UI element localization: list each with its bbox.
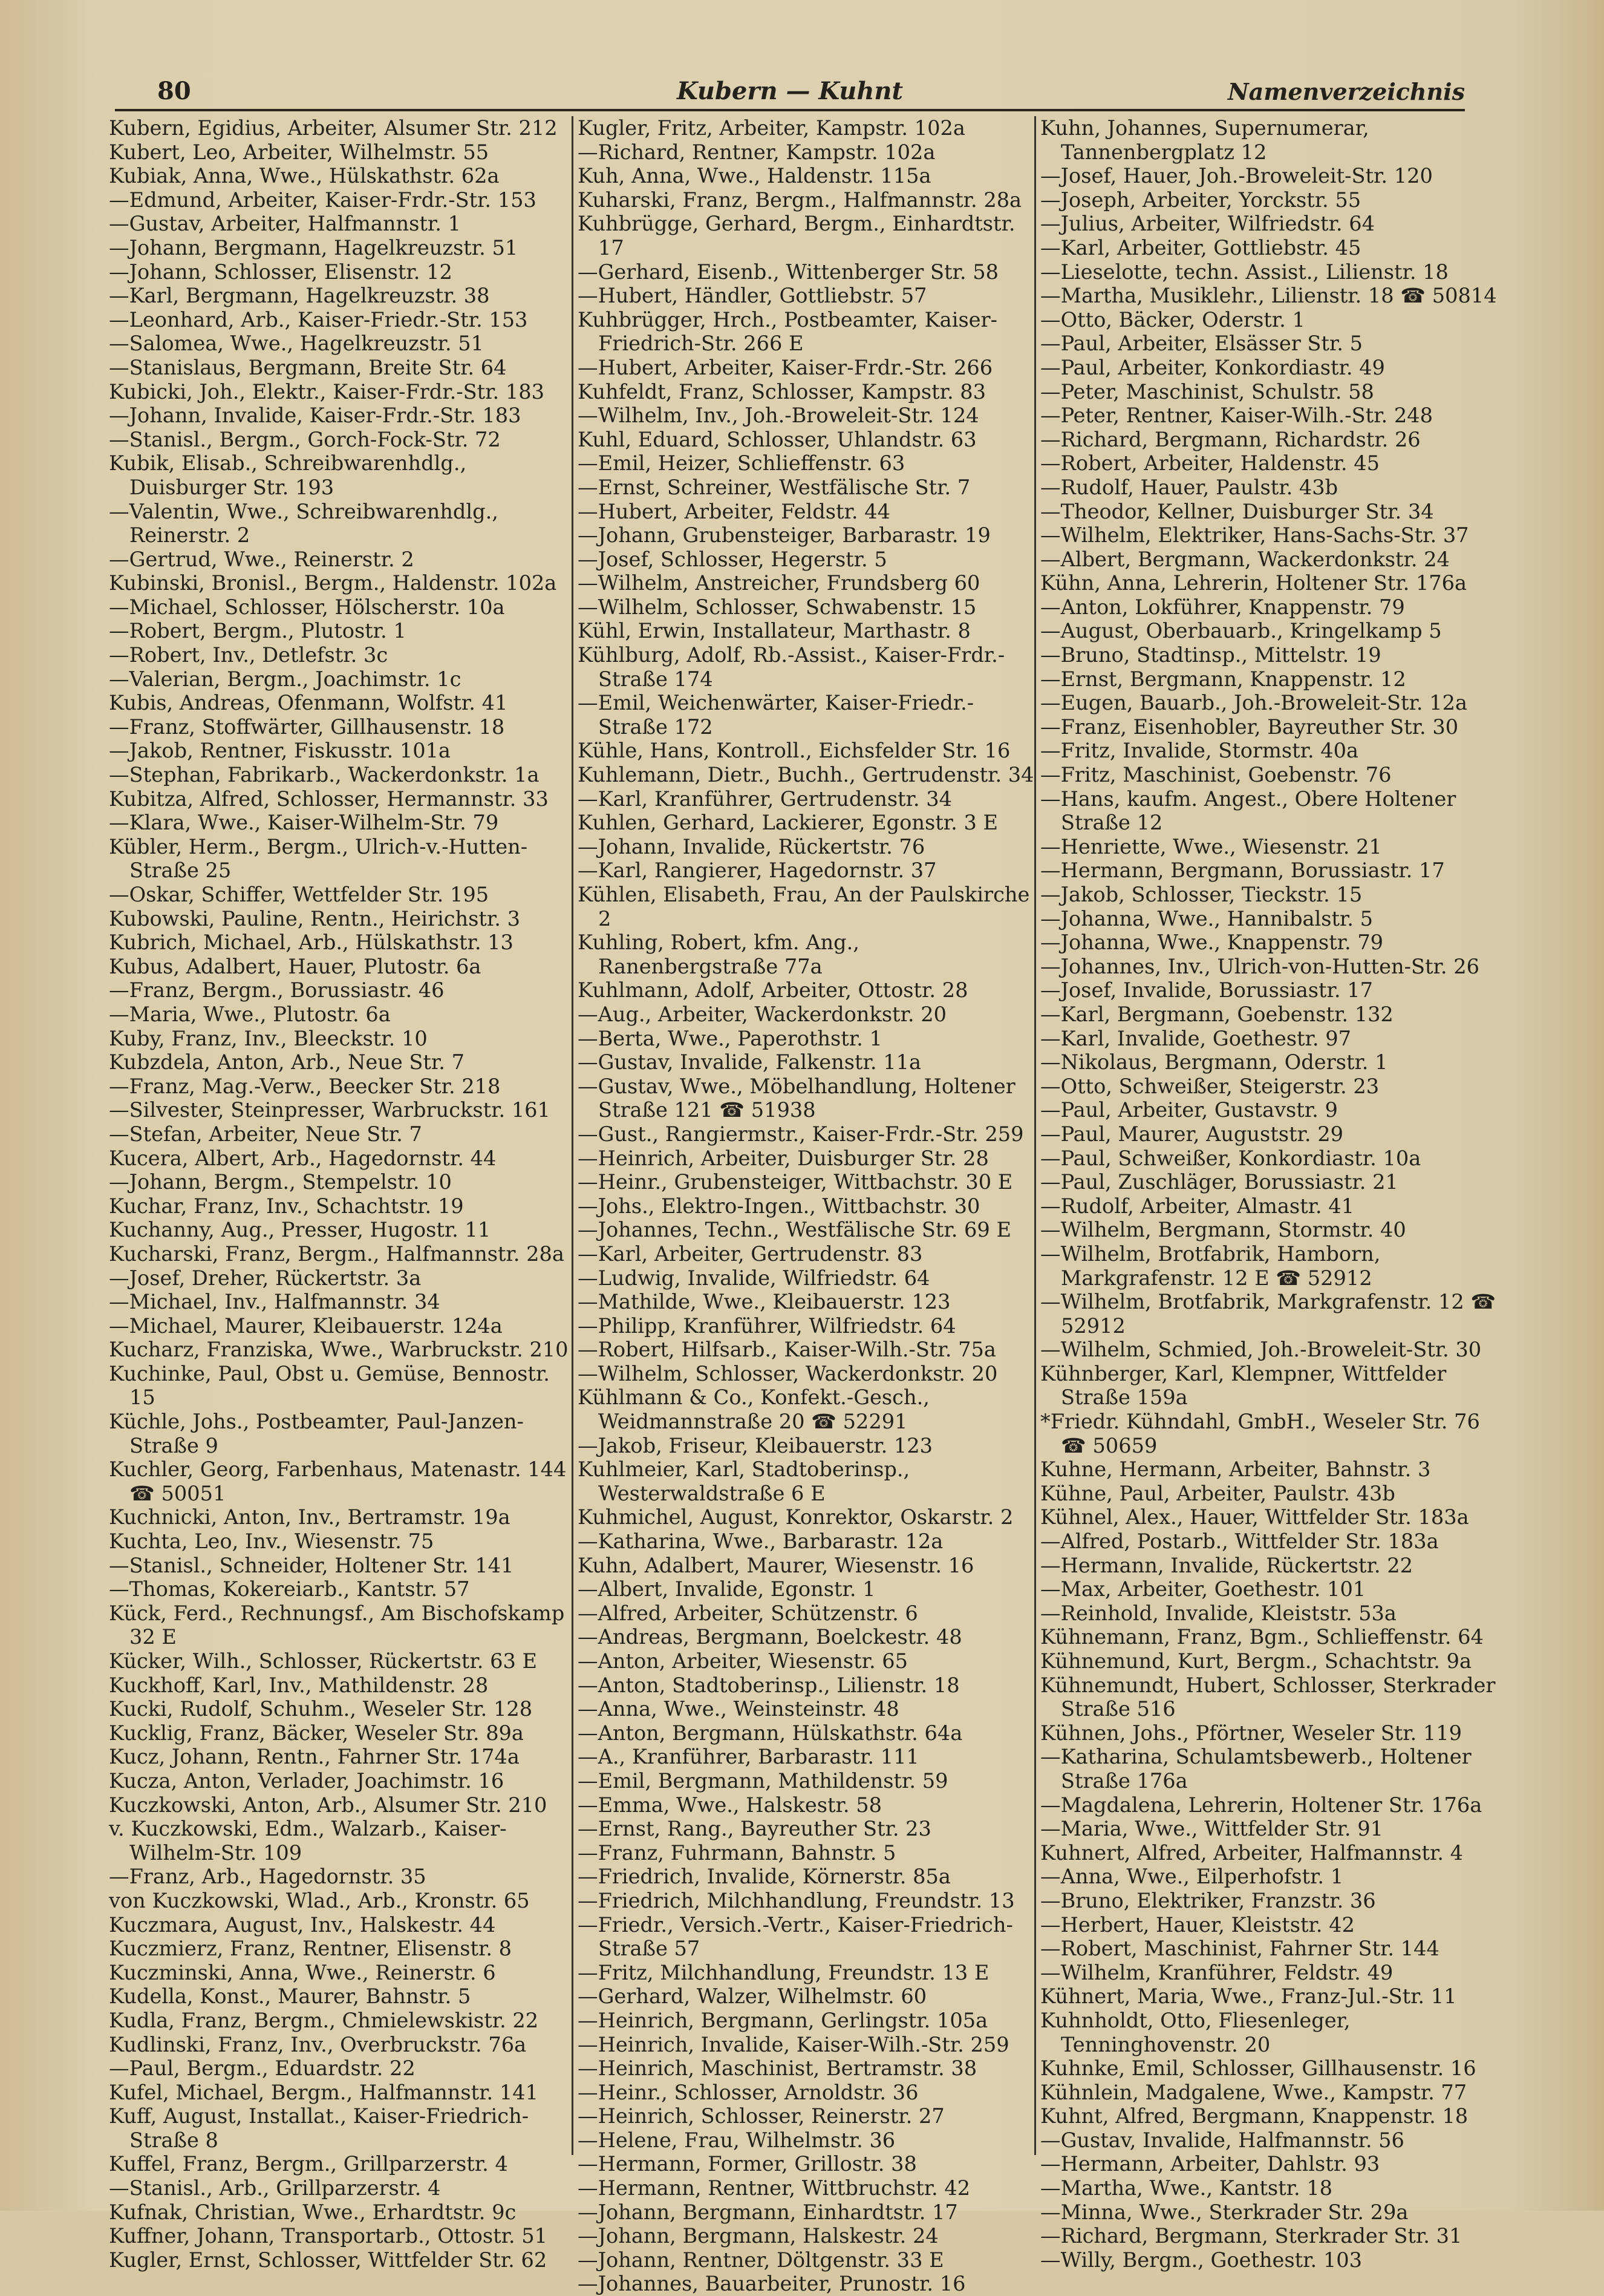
directory-entry: —Peter, Rentner, Kaiser-Wilh.-Str. 248	[1040, 404, 1433, 428]
directory-entry: —Peter, Maschinist, Schulstr. 58	[1040, 379, 1374, 404]
directory-entry: —Anna, Wwe., Eilperhofstr. 1	[1040, 1865, 1344, 1889]
directory-entry: —Heinr., Grubensteiger, Wittbachstr. 30 E	[578, 1170, 1013, 1194]
directory-entry: —Hermann, Rentner, Wittbruchstr. 42	[578, 2176, 971, 2200]
directory-entry: —Friedrich, Invalide, Körnerstr. 85a	[578, 1865, 951, 1889]
directory-entry: —Fritz, Invalide, Stormstr. 40a	[1040, 739, 1359, 763]
directory-entry: —Franz, Mag.-Verw., Beecker Str. 218	[109, 1074, 501, 1098]
directory-entry: —Hubert, Arbeiter, Feldstr. 44	[578, 499, 890, 523]
directory-entry: —Anton, Bergmann, Hülskathstr. 64a	[578, 1721, 963, 1745]
directory-entry: —Albert, Bergmann, Wackerdonkstr. 24	[1040, 547, 1450, 571]
directory-entry: Kuhn, Adalbert, Maurer, Wiesenstr. 16	[578, 1553, 974, 1577]
directory-entry: —Paul, Arbeiter, Elsässer Str. 5	[1040, 332, 1363, 356]
directory-entry: —Hermann, Bergmann, Borussiastr. 17	[1040, 859, 1445, 883]
directory-entry: —Emma, Wwe., Halskestr. 58	[578, 1793, 882, 1817]
directory-entry: —Karl, Arbeiter, Gottliebstr. 45	[1040, 235, 1361, 260]
directory-entry: —Stanislaus, Bergmann, Breite Str. 64	[109, 355, 507, 379]
directory-entry: Kuckhoff, Karl, Inv., Mathildenstr. 28	[109, 1673, 489, 1697]
column-1	[109, 116, 569, 2272]
directory-entry: —Silvester, Steinpresser, Warbruckstr. 161	[109, 1098, 550, 1122]
directory-entry: —Paul, Arbeiter, Konkordiastr. 49	[1040, 355, 1385, 379]
directory-entry: —Johann, Bergm., Stempelstr. 10	[109, 1170, 452, 1194]
directory-entry: Kubicki, Joh., Elektr., Kaiser-Frdr.-Str. 183	[109, 379, 544, 404]
directory-entry: Kugler, Ernst, Schlosser, Wittfelder Str. 62	[109, 2248, 547, 2272]
directory-entry: —Heinrich, Invalide, Kaiser-Wilh.-Str. 259	[578, 2032, 1009, 2056]
column-3	[1040, 116, 1500, 2272]
directory-entry: —Richard, Bergmann, Richardstr. 26	[1040, 427, 1421, 451]
directory-entry: —Edmund, Arbeiter, Kaiser-Frdr.-Str. 153	[109, 188, 536, 212]
directory-entry: —Valerian, Bergm., Joachimstr. 1c	[109, 667, 461, 691]
directory-entry: —Stephan, Fabrikarb., Wackerdonkstr. 1a	[109, 763, 540, 787]
directory-entry: Kücker, Wilh., Schlosser, Rückertstr. 63 E	[109, 1649, 538, 1673]
directory-entry: —Maria, Wwe., Plutostr. 6a	[109, 1002, 391, 1026]
directory-entry: —Anton, Stadtoberinsp., Lilienstr. 18	[578, 1673, 960, 1697]
directory-entry: Kucki, Rudolf, Schuhm., Weseler Str. 128	[109, 1697, 533, 1721]
directory-entry: Kuff, August, Installat., Kaiser-Friedrich-Straße 8	[109, 2104, 529, 2152]
directory-entry: Kuchta, Leo, Inv., Wiesenstr. 75	[109, 1529, 434, 1554]
directory-entry: —Emil, Heizer, Schlieffenstr. 63	[578, 451, 905, 476]
directory-entry: —Ludwig, Invalide, Wilfriedstr. 64	[578, 1266, 930, 1290]
directory-entry: —Friedr., Versich.-Vertr., Kaiser-Friedrich-Straße 57	[578, 1912, 1013, 1961]
directory-entry: —Leonhard, Arb., Kaiser-Friedr.-Str. 153	[109, 307, 528, 332]
directory-entry: —Johanna, Wwe., Hannibalstr. 5	[1040, 906, 1374, 931]
directory-entry: von Kuczkowski, Wlad., Arb., Kronstr. 65	[109, 1888, 530, 1912]
directory-entry: —Friedrich, Milchhandlung, Freundstr. 13	[578, 1888, 1015, 1912]
directory-entry: —Herbert, Hauer, Kleiststr. 42	[1040, 1912, 1355, 1937]
directory-entry: Kühlen, Elisabeth, Frau, An der Paulskirche 2	[578, 883, 1030, 931]
directory-entry: Kühnemund, Kurt, Bergm., Schachtstr. 9a	[1040, 1649, 1472, 1673]
directory-entry: —Berta, Wwe., Paperothstr. 1	[578, 1026, 882, 1050]
directory-entry: Kucza, Anton, Verlader, Joachimstr. 16	[109, 1768, 504, 1793]
directory-entry: —Robert, Maschinist, Fahrner Str. 144	[1040, 1937, 1439, 1961]
directory-entry: —Josef, Hauer, Joh.-Broweleit-Str. 120	[1040, 164, 1433, 188]
directory-entry: —Rudolf, Arbeiter, Almastr. 41	[1040, 1194, 1354, 1218]
directory-entry: Kubowski, Pauline, Rentn., Heirichstr. 3	[109, 906, 520, 931]
directory-entry: —Johann, Rentner, Döltgenstr. 33 E	[578, 2248, 944, 2272]
directory-entry: —Heinrich, Bergmann, Gerlingstr. 105a	[578, 2008, 988, 2032]
directory-entry: —Richard, Rentner, Kampstr. 102a	[578, 140, 936, 164]
directory-entry: —Karl, Rangierer, Hagedornstr. 37	[578, 859, 937, 883]
directory-entry: Kühnemundt, Hubert, Schlosser, Sterkrader Straße 516	[1040, 1673, 1496, 1721]
directory-entry: Kudlinski, Franz, Inv., Overbruckstr. 76a	[109, 2032, 527, 2056]
directory-entry: Kuhmichel, August, Konrektor, Oskarstr. 2	[578, 1505, 1014, 1529]
directory-entry: —Heinr., Schlosser, Arnoldstr. 36	[578, 2080, 919, 2104]
directory-entry: —Johs., Elektro-Ingen., Wittbachstr. 30	[578, 1194, 980, 1218]
directory-entry: Kuhnt, Alfred, Bergmann, Knappenstr. 18	[1040, 2104, 1469, 2128]
directory-entry: Kuhn, Johannes, Supernumerar, Tannenbergplatz 12	[1040, 116, 1369, 164]
directory-entry: Kuh, Anna, Wwe., Haldenstr. 115a	[578, 164, 931, 188]
directory-entry: —Emil, Weichenwärter, Kaiser-Friedr.-Straße 172	[578, 691, 974, 739]
directory-entry: —Josef, Schlosser, Hegerstr. 5	[578, 547, 887, 571]
directory-entry: —Valentin, Wwe., Schreibwarenhdlg., Reinerstr. 2	[109, 499, 498, 548]
directory-entry: —Mathilde, Wwe., Kleibauerstr. 123	[578, 1290, 951, 1314]
directory-entry: —Paul, Zuschläger, Borussiastr. 21	[1040, 1170, 1398, 1194]
directory-entry: Kuhnholdt, Otto, Fliesenleger, Tenninghovenstr. 20	[1040, 2008, 1351, 2056]
directory-entry: Kuhbrügger, Hrch., Postbeamter, Kaiser-Friedrich-Str. 266 E	[578, 307, 997, 356]
directory-entry: —Gust., Rangiermstr., Kaiser-Frdr.-Str. 259	[578, 1122, 1024, 1146]
directory-entry: —Alfred, Arbeiter, Schützenstr. 6	[578, 1601, 918, 1625]
directory-entry: Kühl, Erwin, Installateur, Marthastr. 8	[578, 619, 971, 643]
column-2	[578, 116, 1037, 2296]
directory-entry: Kucharski, Franz, Bergm., Halfmannstr. 28a	[109, 1241, 564, 1266]
directory-entry: Kühnberger, Karl, Klempner, Wittfelder Straße 159a	[1040, 1361, 1447, 1410]
directory-entry: —Otto, Bäcker, Oderstr. 1	[1040, 307, 1305, 332]
directory-entry: Kuczmara, August, Inv., Halskestr. 44	[109, 1912, 496, 1937]
directory-entry: —Gertrud, Wwe., Reinerstr. 2	[109, 547, 414, 571]
directory-entry: —Wilhelm, Brotfabrik, Markgrafenstr. 12 ☎ 52912	[1040, 1290, 1496, 1338]
directory-entry: —Fritz, Milchhandlung, Freundstr. 13 E	[578, 1960, 989, 1984]
directory-entry: —Karl, Invalide, Goethestr. 97	[1040, 1026, 1351, 1050]
directory-entry: —Paul, Arbeiter, Gustavstr. 9	[1040, 1098, 1338, 1122]
directory-entry: Kugler, Fritz, Arbeiter, Kampstr. 102a	[578, 116, 965, 140]
directory-entry: —Minna, Wwe., Sterkrader Str. 29a	[1040, 2200, 1409, 2224]
directory-entry: Kuchanny, Aug., Presser, Hugostr. 11	[109, 1218, 491, 1242]
directory-entry: —Rudolf, Hauer, Paulstr. 43b	[1040, 475, 1338, 499]
directory-entry: —Johann, Grubensteiger, Barbarastr. 19	[578, 523, 991, 548]
directory-entry: Kubiak, Anna, Wwe., Hülskathstr. 62a	[109, 164, 500, 188]
directory-entry: —Gustav, Wwe., Möbelhandlung, Holtener Straße 121 ☎ 51938	[578, 1074, 1016, 1122]
directory-entry: —Gustav, Arbeiter, Halfmannstr. 1	[109, 212, 461, 236]
directory-entry: —Wilhelm, Inv., Joh.-Broweleit-Str. 124	[578, 404, 979, 428]
directory-entry: —Theodor, Kellner, Duisburger Str. 34	[1040, 499, 1434, 523]
directory-entry: Kuczkowski, Anton, Arb., Alsumer Str. 210	[109, 1793, 547, 1817]
directory-entry: —Johannes, Techn., Westfälische Str. 69 E	[578, 1218, 1011, 1242]
directory-entry: —Max, Arbeiter, Goethestr. 101	[1040, 1577, 1366, 1601]
directory-entry: —Willy, Bergm., Goethestr. 103	[1040, 2248, 1362, 2272]
directory-entry: Kudella, Konst., Maurer, Bahnstr. 5	[109, 1984, 471, 2009]
directory-entry: Kühnlein, Madgalene, Wwe., Kampstr. 77	[1040, 2080, 1467, 2104]
directory-entry: —Ernst, Bergmann, Knappenstr. 12	[1040, 667, 1406, 691]
directory-entry: Kuchnicki, Anton, Inv., Bertramstr. 19a	[109, 1505, 510, 1529]
directory-entry: Kuby, Franz, Inv., Bleeckstr. 10	[109, 1026, 428, 1050]
directory-entry: —Anna, Wwe., Weinsteinstr. 48	[578, 1697, 899, 1721]
directory-entry: Kuffner, Johann, Transportarb., Ottostr. 51	[109, 2224, 548, 2248]
directory-entry: —Ernst, Schreiner, Westfälische Str. 7	[578, 475, 971, 499]
directory-entry: —Paul, Bergm., Eduardstr. 22	[109, 2056, 416, 2081]
directory-entry: —Franz, Stoffwärter, Gillhausenstr. 18	[109, 715, 505, 739]
directory-entry: Kuhlen, Gerhard, Lackierer, Egonstr. 3 E	[578, 811, 999, 835]
directory-entry: —Gerhard, Eisenb., Wittenberger Str. 58	[578, 260, 999, 284]
directory-entry: —Paul, Schweißer, Konkordiastr. 10a	[1040, 1146, 1421, 1170]
directory-entry: Kühlmann & Co., Konfekt.-Gesch., Weidmannstraße 20 ☎ 52291	[578, 1385, 930, 1434]
directory-entry: Kübler, Herm., Bergm., Ulrich-v.-Hutten-Straße 25	[109, 834, 528, 883]
directory-entry: —Hermann, Invalide, Rückertstr. 22	[1040, 1553, 1413, 1577]
directory-entry: Kühle, Hans, Kontroll., Eichsfelder Str. 16	[578, 739, 1011, 763]
directory-entry: Kubert, Leo, Arbeiter, Wilhelmstr. 55	[109, 140, 489, 164]
directory-entry: —Thomas, Kokereiarb., Kantstr. 57	[109, 1577, 470, 1601]
directory-entry: Kubinski, Bronisl., Bergm., Haldenstr. 102a	[109, 571, 557, 595]
directory-entry: —Johannes, Bauarbeiter, Prunostr. 16	[578, 2272, 966, 2296]
directory-entry: —Robert, Bergm., Plutostr. 1	[109, 619, 406, 643]
directory-entry: —Johann, Bergmann, Hagelkreuzstr. 51	[109, 235, 518, 260]
directory-entry: —Michael, Schlosser, Hölscherstr. 10a	[109, 595, 505, 619]
directory-entry: Kuczmierz, Franz, Rentner, Elisenstr. 8	[109, 1937, 512, 1961]
directory-entry: Kuhne, Hermann, Arbeiter, Bahnstr. 3	[1040, 1457, 1431, 1482]
directory-entry: Kuchar, Franz, Inv., Schachtstr. 19	[109, 1194, 464, 1218]
directory-entry: —Johanna, Wwe., Knappenstr. 79	[1040, 931, 1384, 955]
directory-entry: Kühn, Anna, Lehrerin, Holtener Str. 176a	[1040, 571, 1467, 595]
directory-entry: —Franz, Eisenhobler, Bayreuther Str. 30	[1040, 715, 1459, 739]
directory-entry: —Wilhelm, Anstreicher, Frundsberg 60	[578, 571, 980, 595]
directory-entry: Kucharz, Franziska, Wwe., Warbruckstr. 210	[109, 1338, 569, 1362]
directory-entry: —Franz, Arb., Hagedornstr. 35	[109, 1865, 426, 1889]
directory-entry: —Johannes, Inv., Ulrich-von-Hutten-Str. 26	[1040, 954, 1479, 978]
directory-entry: —Hermann, Former, Grillostr. 38	[578, 2152, 917, 2176]
directory-entry: —Lieselotte, techn. Assist., Lilienstr. 18	[1040, 260, 1449, 284]
directory-entry: Kubitza, Alfred, Schlosser, Hermannstr. 33	[109, 787, 549, 811]
directory-entry: —Johann, Bergmann, Halskestr. 24	[578, 2224, 939, 2248]
directory-entry: —Gustav, Invalide, Halfmannstr. 56	[1040, 2128, 1404, 2152]
directory-entry: Kuhlmann, Adolf, Arbeiter, Ottostr. 28	[578, 978, 968, 1002]
directory-entry: —Richard, Bergmann, Sterkrader Str. 31	[1040, 2224, 1462, 2248]
directory-entry: —Gerhard, Walzer, Wilhelmstr. 60	[578, 1984, 927, 2009]
directory-entry: —Franz, Bergm., Borussiastr. 46	[109, 978, 445, 1002]
directory-entry: —Anton, Lokführer, Knappenstr. 79	[1040, 595, 1405, 619]
directory-entry: Kuffel, Franz, Bergm., Grillparzerstr. 4	[109, 2152, 508, 2176]
directory-entry: —Johann, Invalide, Kaiser-Frdr.-Str. 183	[109, 404, 521, 428]
directory-entry: —Andreas, Bergmann, Boelckestr. 48	[578, 1625, 962, 1649]
directory-entry: Kubrich, Michael, Arb., Hülskathstr. 13	[109, 931, 513, 955]
column-divider	[572, 116, 573, 2155]
directory-entry: —Karl, Arbeiter, Gertrudenstr. 83	[578, 1241, 923, 1266]
directory-entry: —Wilhelm, Schlosser, Wackerdonkstr. 20	[578, 1361, 998, 1385]
directory-entry: —Gustav, Invalide, Falkenstr. 11a	[578, 1050, 921, 1074]
directory-entry: Kühlburg, Adolf, Rb.-Assist., Kaiser-Frdr.-Straße 174	[578, 643, 1005, 691]
directory-entry: Kuhnert, Alfred, Arbeiter, Halfmannstr. 4	[1040, 1840, 1464, 1865]
directory-entry: —Aug., Arbeiter, Wackerdonkstr. 20	[578, 1002, 947, 1026]
directory-entry: Kubus, Adalbert, Hauer, Plutostr. 6a	[109, 954, 481, 978]
directory-entry: —Bruno, Stadtinsp., Mittelstr. 19	[1040, 643, 1381, 667]
directory-entry: —Otto, Schweißer, Steigerstr. 23	[1040, 1074, 1380, 1098]
directory-entry: —Katharina, Schulamtsbewerb., Holtener Straße 176a	[1040, 1745, 1472, 1793]
directory-entry: Kühnel, Alex., Hauer, Wittfelder Str. 183a	[1040, 1505, 1469, 1529]
directory-entry: Kuhlemann, Dietr., Buchh., Gertrudenstr. 34	[578, 763, 1034, 787]
directory-entry: —Julius, Arbeiter, Wilfriedstr. 64	[1040, 212, 1375, 236]
directory-entry: —Stanisl., Arb., Grillparzerstr. 4	[109, 2176, 441, 2200]
directory-entry: —Henriette, Wwe., Wiesenstr. 21	[1040, 834, 1382, 859]
directory-entry: —Wilhelm, Schlosser, Schwabenstr. 15	[578, 595, 977, 619]
directory-entry: Kubik, Elisab., Schreibwarenhdlg., Duisburger Str. 193	[109, 451, 467, 499]
directory-entry: —Helene, Frau, Wilhelmstr. 36	[578, 2128, 896, 2152]
directory-entry: —Robert, Inv., Detlefstr. 3c	[109, 643, 388, 667]
directory-entry: Kucz, Johann, Rentn., Fahrner Str. 174a	[109, 1745, 520, 1769]
directory-entry: Kuhfeldt, Franz, Schlosser, Kampstr. 83	[578, 379, 986, 404]
directory-entry: —Hubert, Händler, Gottliebstr. 57	[578, 284, 927, 308]
directory-entry: Kubern, Egidius, Arbeiter, Alsumer Str. 212	[109, 116, 558, 140]
directory-entry: —Albert, Invalide, Egonstr. 1	[578, 1577, 876, 1601]
directory-entry: —Martha, Musiklehr., Lilienstr. 18 ☎ 50814	[1040, 284, 1497, 308]
directory-entry: Kuhbrügge, Gerhard, Bergm., Einhardtstr. 17	[578, 212, 1016, 260]
directory-entry: —Josef, Invalide, Borussiastr. 17	[1040, 978, 1373, 1002]
directory-entry: —Karl, Bergmann, Hagelkreuzstr. 38	[109, 284, 490, 308]
directory-entry: Kuhl, Eduard, Schlosser, Uhlandstr. 63	[578, 427, 977, 451]
directory-entry: —Karl, Bergmann, Goebenstr. 132	[1040, 1002, 1394, 1026]
directory-entry: —Martha, Wwe., Kantstr. 18	[1040, 2176, 1333, 2200]
directory-entry: Kühnemann, Franz, Bgm., Schlieffenstr. 64	[1040, 1625, 1484, 1649]
directory-entry: —Robert, Arbeiter, Haldenstr. 45	[1040, 451, 1380, 476]
directory-entry: *Friedr. Kühndahl, GmbH., Weseler Str. 76 ☎ 50659	[1040, 1410, 1480, 1457]
page-title: Kubern — Kuhnt	[676, 77, 903, 105]
directory-entry: —Stefan, Arbeiter, Neue Str. 7	[109, 1122, 422, 1146]
directory-entry: —August, Oberbauarb., Kringelkamp 5	[1040, 619, 1442, 643]
directory-entry: Kucklig, Franz, Bäcker, Weseler Str. 89a	[109, 1721, 524, 1745]
directory-entry: —Karl, Kranführer, Gertrudenstr. 34	[578, 787, 952, 811]
directory-entry: Kuhnke, Emil, Schlosser, Gillhausenstr. 16	[1040, 2056, 1476, 2081]
directory-entry: —Wilhelm, Elektriker, Hans-Sachs-Str. 37	[1040, 523, 1469, 548]
directory-entry: —Nikolaus, Bergmann, Oderstr. 1	[1040, 1050, 1388, 1074]
directory-entry: Küchle, Johs., Postbeamter, Paul-Janzen-Straße 9	[109, 1410, 524, 1457]
directory-entry: —Wilhelm, Kranführer, Feldstr. 49	[1040, 1960, 1394, 1984]
directory-entry: —Maria, Wwe., Wittfelder Str. 91	[1040, 1817, 1383, 1841]
directory-entry: Kucera, Albert, Arb., Hagedornstr. 44	[109, 1146, 497, 1170]
page-number: 80	[157, 77, 191, 105]
directory-entry: Kufel, Michael, Bergm., Halfmannstr. 141	[109, 2080, 538, 2104]
section-title: Namenverzeichnis	[1227, 78, 1465, 105]
directory-entry: Kühne, Paul, Arbeiter, Paulstr. 43b	[1040, 1481, 1395, 1505]
directory-entry: —Johann, Schlosser, Elisenstr. 12	[109, 260, 452, 284]
directory-entry: Kuhling, Robert, kfm. Ang., Ranenbergstraße 77a	[578, 931, 859, 978]
directory-entry: —Wilhelm, Schmied, Joh.-Broweleit-Str. 30	[1040, 1338, 1482, 1362]
directory-entry: —Johann, Invalide, Rückertstr. 76	[578, 834, 925, 859]
directory-entry: v. Kuczkowski, Edm., Walzarb., Kaiser-Wilhelm-Str. 109	[109, 1817, 507, 1865]
directory-entry: —Heinrich, Arbeiter, Duisburger Str. 28	[578, 1146, 989, 1170]
directory-entry: —Franz, Fuhrmann, Bahnstr. 5	[578, 1840, 896, 1865]
directory-entry: —Jakob, Rentner, Fiskusstr. 101a	[109, 739, 451, 763]
directory-entry: —Fritz, Maschinist, Goebenstr. 76	[1040, 763, 1392, 787]
directory-entry: Kuhlmeier, Karl, Stadtoberinsp., Westerwaldstraße 6 E	[578, 1457, 910, 1505]
directory-entry: Kudla, Franz, Bergm., Chmielewskistr. 22	[109, 2008, 539, 2032]
directory-entry: —Hubert, Arbeiter, Kaiser-Frdr.-Str. 266	[578, 355, 993, 379]
directory-entry: —Wilhelm, Bergmann, Stormstr. 40	[1040, 1218, 1406, 1242]
directory-entry: —Jakob, Friseur, Kleibauerstr. 123	[578, 1433, 933, 1457]
directory-entry: —Hermann, Arbeiter, Dahlstr. 93	[1040, 2152, 1380, 2176]
directory-entry: —Reinhold, Invalide, Kleiststr. 53a	[1040, 1601, 1397, 1625]
directory-entry: —Eugen, Bauarb., Joh.-Broweleit-Str. 12a	[1040, 691, 1467, 715]
directory-entry: —Robert, Hilfsarb., Kaiser-Wilh.-Str. 75a	[578, 1338, 996, 1362]
directory-entry: —Magdalena, Lehrerin, Holtener Str. 176a	[1040, 1793, 1482, 1817]
directory-entry: —Klara, Wwe., Kaiser-Wilhelm-Str. 79	[109, 811, 499, 835]
directory-entry: —Bruno, Elektriker, Franzstr. 36	[1040, 1888, 1376, 1912]
directory-entry: —Heinrich, Maschinist, Bertramstr. 38	[578, 2056, 977, 2081]
directory-entry: Kufnak, Christian, Wwe., Erhardtstr. 9c	[109, 2200, 517, 2224]
directory-entry: —Josef, Dreher, Rückertstr. 3a	[109, 1266, 422, 1290]
directory-entry: Kuharski, Franz, Bergm., Halfmannstr. 28a	[578, 188, 1022, 212]
directory-entry: —Oskar, Schiffer, Wettfelder Str. 195	[109, 883, 489, 906]
directory-entry: Kubis, Andreas, Ofenmann, Wolfstr. 41	[109, 691, 508, 715]
directory-entry: —Salomea, Wwe., Hagelkreuzstr. 51	[109, 332, 484, 356]
page-header	[115, 73, 1465, 111]
directory-entry: —Heinrich, Schlosser, Reinerstr. 27	[578, 2104, 945, 2128]
directory-entry: Kück, Ferd., Rechnungsf., Am Bischofskamp 32 E	[109, 1601, 565, 1649]
directory-entry: —Hans, kaufm. Angest., Obere Holtener Straße 12	[1040, 787, 1456, 835]
directory-entry: —Anton, Arbeiter, Wiesenstr. 65	[578, 1649, 908, 1673]
directory-entry: —Stanisl., Schneider, Holtener Str. 141	[109, 1553, 514, 1577]
directory-entry: —Jakob, Schlosser, Tieckstr. 15	[1040, 883, 1363, 906]
directory-entry: Kuchinke, Paul, Obst u. Gemüse, Bennostr. 15	[109, 1361, 550, 1410]
directory-entry: —Stanisl., Bergm., Gorch-Fock-Str. 72	[109, 427, 501, 451]
directory-entry: —Joseph, Arbeiter, Yorckstr. 55	[1040, 188, 1361, 212]
directory-entry: Kuchler, Georg, Farbenhaus, Matenastr. 144 ☎ 50051	[109, 1457, 567, 1505]
directory-entry: —Michael, Inv., Halfmannstr. 34	[109, 1290, 440, 1314]
directory-entry: —Wilhelm, Brotfabrik, Hamborn, Markgrafenstr. 12 E ☎ 52912	[1040, 1241, 1381, 1290]
directory-entry: Kuczminski, Anna, Wwe., Reinerstr. 6	[109, 1960, 496, 1984]
directory-entry: Kühnert, Maria, Wwe., Franz-Jul.-Str. 11	[1040, 1984, 1457, 2009]
directory-entry: Kubzdela, Anton, Arb., Neue Str. 7	[109, 1050, 465, 1074]
directory-entry: —Ernst, Rang., Bayreuther Str. 23	[578, 1817, 931, 1841]
directory-entry: —Johann, Bergmann, Einhardtstr. 17	[578, 2200, 958, 2224]
directory-entry: —Michael, Maurer, Kleibauerstr. 124a	[109, 1313, 503, 1338]
directory-entry: —Katharina, Wwe., Barbarastr. 12a	[578, 1529, 944, 1554]
directory-entry: Kühnen, Johs., Pförtner, Weseler Str. 119	[1040, 1721, 1462, 1745]
directory-entry: —Philipp, Kranführer, Wilfriedstr. 64	[578, 1313, 956, 1338]
directory-entry: —A., Kranführer, Barbarastr. 111	[578, 1745, 919, 1769]
directory-entry: —Paul, Maurer, Auguststr. 29	[1040, 1122, 1343, 1146]
directory-entry: —Alfred, Postarb., Wittfelder Str. 183a	[1040, 1529, 1439, 1554]
directory-entry: —Emil, Bergmann, Mathildenstr. 59	[578, 1768, 948, 1793]
